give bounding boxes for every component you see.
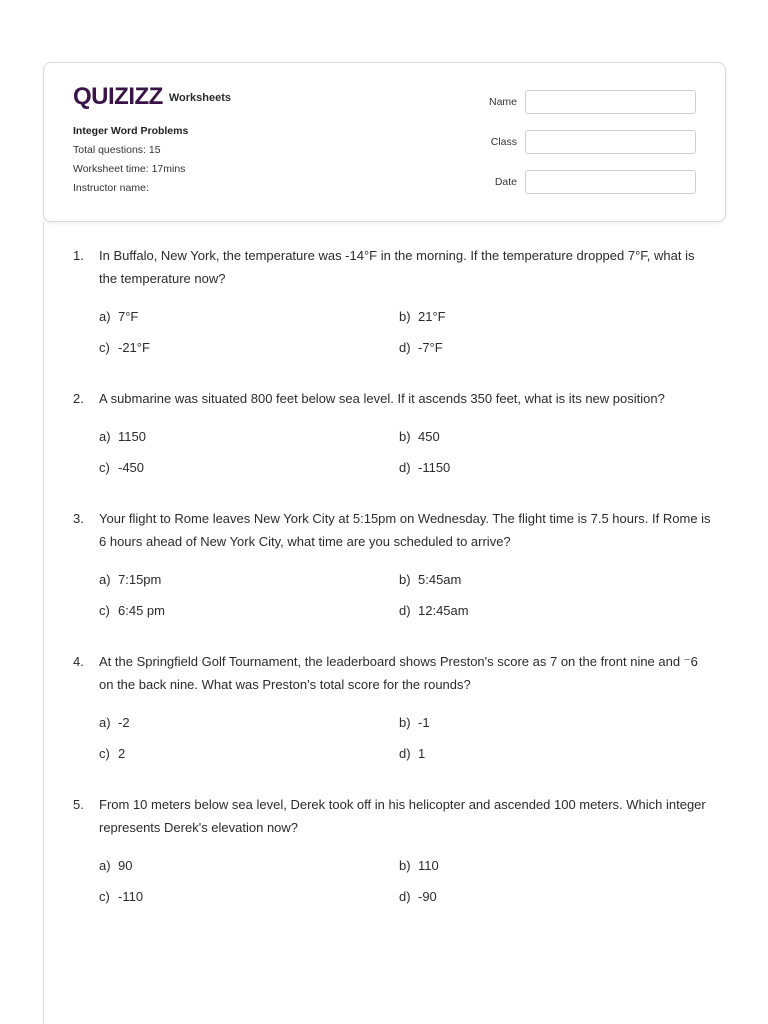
option-text: 1	[418, 746, 426, 761]
option-text: -7°F	[418, 340, 443, 355]
question-text: A submarine was situated 800 feet below sea level. If it ascends 350 feet, what is its new position?	[99, 391, 665, 406]
option-letter: d)	[399, 460, 411, 475]
option-b	[399, 569, 639, 590]
option-text: 110	[418, 858, 439, 873]
option-d	[399, 457, 639, 478]
option-d	[399, 886, 639, 907]
option-b	[399, 426, 639, 447]
option-b	[399, 712, 639, 733]
total-questions: Total questions: 15	[73, 144, 161, 156]
option-text: 7:15pm	[118, 572, 162, 587]
instructor-name: Instructor name:	[73, 182, 149, 194]
answer-options	[99, 569, 713, 621]
page-left-border	[43, 222, 44, 1024]
option-text: 1150	[118, 429, 146, 444]
option-letter: c)	[99, 340, 110, 355]
question-4	[73, 650, 713, 764]
option-letter: b)	[399, 858, 411, 873]
option-letter: b)	[399, 309, 411, 324]
name-label: Name	[488, 96, 517, 108]
name-row	[470, 90, 696, 114]
option-letter: d)	[399, 340, 411, 355]
option-letter: a)	[99, 858, 111, 873]
quizizz-logo: QUIZIZZ	[73, 83, 163, 110]
question-number: 3.	[73, 511, 84, 526]
class-field[interactable]	[525, 130, 696, 154]
option-text: -21°F	[118, 340, 150, 355]
answer-options	[99, 712, 713, 764]
option-letter: c)	[99, 889, 110, 904]
answer-options	[99, 855, 713, 907]
option-text: -90	[418, 889, 437, 904]
option-letter: d)	[399, 889, 411, 904]
option-a	[99, 426, 399, 447]
option-a	[99, 569, 399, 590]
option-letter: b)	[399, 429, 411, 444]
option-text: 2	[118, 746, 126, 761]
option-text: -2	[118, 715, 130, 730]
question-1	[73, 244, 713, 358]
option-b	[399, 855, 639, 876]
worksheet-title: Integer Word Problems	[73, 125, 189, 137]
option-text: 6:45 pm	[118, 603, 165, 618]
option-d	[399, 337, 639, 358]
date-row	[470, 170, 696, 194]
option-text: 5:45am	[418, 572, 462, 587]
name-field[interactable]	[525, 90, 696, 114]
option-text: -1150	[418, 460, 451, 475]
option-letter: c)	[99, 603, 110, 618]
option-c	[99, 743, 399, 764]
question-number: 4.	[73, 654, 84, 669]
option-letter: a)	[99, 572, 111, 587]
option-c	[99, 600, 399, 621]
option-letter: d)	[399, 746, 411, 761]
option-text: 12:45am	[418, 603, 469, 618]
question-2	[73, 387, 713, 478]
option-text: -110	[118, 889, 144, 904]
option-text: 21°F	[418, 309, 446, 324]
option-c	[99, 457, 399, 478]
option-c	[99, 337, 399, 358]
question-number: 1.	[73, 248, 84, 263]
question-text: Your flight to Rome leaves New York City at 5:15pm on Wednesday. The flight time is 7.5 hours. If Rome is 6 hours ahead of New York City, what time are you scheduled to arrive?	[99, 511, 711, 549]
answer-options	[99, 426, 713, 478]
option-letter: d)	[399, 603, 411, 618]
option-letter: c)	[99, 460, 110, 475]
option-letter: a)	[99, 715, 111, 730]
option-text: 450	[418, 429, 440, 444]
question-list	[73, 244, 713, 936]
date-field[interactable]	[525, 170, 696, 194]
brand-subtitle: Worksheets	[168, 92, 231, 104]
question-number: 2.	[73, 391, 84, 406]
worksheet-meta	[73, 124, 188, 200]
option-letter: b)	[399, 572, 411, 587]
question-text: In Buffalo, New York, the temperature was -14°F in the morning. If the temperature dropped 7°F, what is the temperature now?	[99, 248, 695, 286]
option-letter: a)	[99, 309, 111, 324]
option-a	[99, 712, 399, 733]
class-row	[470, 130, 696, 154]
date-label: Date	[494, 176, 517, 188]
option-c	[99, 886, 399, 907]
question-number: 5.	[73, 797, 84, 812]
option-text: -1	[418, 715, 430, 730]
class-label: Class	[490, 136, 517, 148]
option-letter: a)	[99, 429, 111, 444]
question-text: From 10 meters below sea level, Derek took off in his helicopter and ascended 100 meters. Which integer represents Derek's elevation now?	[99, 797, 706, 835]
question-3	[73, 507, 713, 621]
question-5	[73, 793, 713, 907]
option-b	[399, 306, 639, 327]
answer-options	[99, 306, 713, 358]
option-a	[99, 306, 399, 327]
option-letter: c)	[99, 746, 110, 761]
option-d	[399, 743, 639, 764]
student-fields	[470, 90, 696, 210]
option-letter: b)	[399, 715, 411, 730]
option-text: 7°F	[118, 309, 139, 324]
brand	[73, 84, 231, 110]
question-text: At the Springfield Golf Tournament, the leaderboard shows Preston's score as 7 on the front nine and ⁻6 on the back nine. What was Preston's total score for the rounds?	[99, 654, 698, 692]
option-a	[99, 855, 399, 876]
option-text: -450	[118, 460, 145, 475]
worksheet-time: Worksheet time: 17mins	[73, 163, 186, 175]
option-text: 90	[118, 858, 133, 873]
option-d	[399, 600, 639, 621]
